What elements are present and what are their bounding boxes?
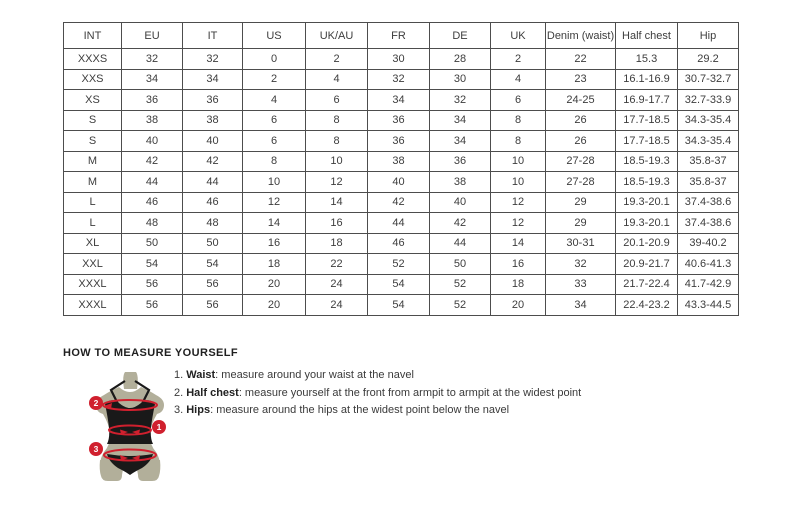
table-cell: XS	[64, 90, 122, 111]
size-table-header-row	[64, 23, 739, 49]
table-cell: 22.4-23.2	[616, 295, 678, 316]
table-cell: 21.7-22.4	[616, 274, 678, 295]
table-cell: 23	[546, 69, 616, 90]
table-cell: 41.7-42.9	[678, 274, 739, 295]
table-row	[64, 295, 739, 316]
table-cell: 40	[183, 131, 243, 152]
table-cell: 44	[183, 172, 243, 193]
table-cell: 35.8-37	[678, 151, 739, 172]
table-cell: 17.7-18.5	[616, 110, 678, 131]
step-label: Waist	[186, 369, 216, 381]
table-cell: S	[64, 131, 122, 152]
table-cell: 17.7-18.5	[616, 131, 678, 152]
table-cell: 42	[183, 151, 243, 172]
table-cell: 40.6-41.3	[678, 254, 739, 275]
table-cell: L	[64, 213, 122, 234]
table-cell: 32.7-33.9	[678, 90, 739, 111]
table-cell: 19.3-20.1	[616, 192, 678, 213]
marker-2-number: 2	[93, 398, 99, 408]
table-cell: 36	[430, 151, 491, 172]
table-cell: 26	[546, 131, 616, 152]
table-cell: 38	[368, 151, 430, 172]
marker-3-number: 3	[93, 444, 99, 454]
table-cell: 2	[491, 49, 546, 70]
table-cell: 28	[430, 49, 491, 70]
table-cell: 26	[546, 110, 616, 131]
table-cell: 20.9-21.7	[616, 254, 678, 275]
measure-step	[174, 387, 581, 399]
marker-1-number: 1	[156, 422, 162, 432]
table-cell: 44	[430, 233, 491, 254]
table-row	[64, 110, 739, 131]
table-cell: 50	[122, 233, 183, 254]
table-cell: 34	[430, 131, 491, 152]
table-cell: 56	[183, 295, 243, 316]
table-cell: 10	[306, 151, 368, 172]
table-cell: 30-31	[546, 233, 616, 254]
table-cell: 16.1-16.9	[616, 69, 678, 90]
table-cell: 10	[491, 151, 546, 172]
table-cell: 42	[122, 151, 183, 172]
table-cell: 30.7-32.7	[678, 69, 739, 90]
table-cell: 43.3-44.5	[678, 295, 739, 316]
measure-section-heading: HOW TO MEASURE YOURSELF	[63, 347, 239, 359]
table-row	[64, 151, 739, 172]
table-cell: 40	[368, 172, 430, 193]
table-row	[64, 233, 739, 254]
table-cell: 24	[306, 295, 368, 316]
table-cell: 18	[243, 254, 306, 275]
table-cell: 27-28	[546, 151, 616, 172]
column-header: EU	[122, 23, 183, 49]
table-cell: 18.5-19.3	[616, 172, 678, 193]
table-cell: 54	[183, 254, 243, 275]
table-cell: 34	[183, 69, 243, 90]
table-cell: 40	[430, 192, 491, 213]
column-header: Denim (waist)	[546, 23, 616, 49]
step-text: : measure around the hips at the widest point below the navel	[210, 404, 510, 416]
table-cell: 22	[546, 49, 616, 70]
table-cell: 36	[183, 90, 243, 111]
table-cell: 33	[546, 274, 616, 295]
table-cell: 30	[430, 69, 491, 90]
table-cell: 34	[368, 90, 430, 111]
table-cell: 6	[243, 110, 306, 131]
table-cell: 34.3-35.4	[678, 131, 739, 152]
table-cell: 40	[122, 131, 183, 152]
table-row	[64, 254, 739, 275]
table-cell: 36	[368, 110, 430, 131]
table-cell: 29	[546, 213, 616, 234]
measure-step	[174, 369, 581, 381]
table-cell: 10	[243, 172, 306, 193]
table-cell: 35.8-37	[678, 172, 739, 193]
mannequin-figure-svg	[78, 370, 188, 500]
step-label: Half chest	[186, 386, 239, 399]
table-cell: 30	[368, 49, 430, 70]
table-cell: 2	[243, 69, 306, 90]
table-cell: 8	[306, 131, 368, 152]
table-cell: 32	[430, 90, 491, 111]
table-cell: 10	[491, 172, 546, 193]
table-cell: 16.9-17.7	[616, 90, 678, 111]
table-cell: 52	[368, 254, 430, 275]
table-cell: 2	[306, 49, 368, 70]
table-cell: S	[64, 110, 122, 131]
table-cell: XXXL	[64, 274, 122, 295]
table-row	[64, 192, 739, 213]
step-label: Hips	[186, 404, 211, 416]
table-cell: 42	[368, 192, 430, 213]
table-cell: 54	[368, 295, 430, 316]
table-cell: 14	[306, 192, 368, 213]
table-cell: XXXS	[64, 49, 122, 70]
table-cell: 8	[243, 151, 306, 172]
table-cell: 16	[306, 213, 368, 234]
table-cell: 20	[491, 295, 546, 316]
table-cell: 12	[491, 213, 546, 234]
table-cell: 38	[183, 110, 243, 131]
table-cell: 32	[546, 254, 616, 275]
table-cell: 32	[122, 49, 183, 70]
measure-step	[174, 404, 581, 416]
column-header: UK/AU	[306, 23, 368, 49]
step-text: : measure yourself at the front from armpit to armpit at the widest point	[238, 386, 582, 399]
table-cell: L	[64, 192, 122, 213]
column-header: Half chest	[616, 23, 678, 49]
table-cell: 44	[122, 172, 183, 193]
table-row	[64, 90, 739, 111]
table-cell: 32	[183, 49, 243, 70]
table-cell: 46	[368, 233, 430, 254]
table-cell: XXL	[64, 254, 122, 275]
measure-steps	[174, 369, 581, 422]
step-number: 2.	[174, 386, 187, 399]
table-cell: 18.5-19.3	[616, 151, 678, 172]
table-cell: 8	[306, 110, 368, 131]
table-row	[64, 49, 739, 70]
measuring-illustration	[78, 370, 188, 500]
table-cell: 22	[306, 254, 368, 275]
column-header: FR	[368, 23, 430, 49]
table-cell: 4	[491, 69, 546, 90]
table-cell: 56	[122, 274, 183, 295]
table-row	[64, 172, 739, 193]
table-cell: 38	[122, 110, 183, 131]
table-row	[64, 69, 739, 90]
table-cell: 36	[122, 90, 183, 111]
table-cell: 50	[430, 254, 491, 275]
table-cell: 4	[306, 69, 368, 90]
column-header: US	[243, 23, 306, 49]
table-row	[64, 274, 739, 295]
table-cell: 56	[122, 295, 183, 316]
table-cell: 24-25	[546, 90, 616, 111]
table-cell: 52	[430, 274, 491, 295]
table-cell: 34	[430, 110, 491, 131]
table-cell: 56	[183, 274, 243, 295]
table-cell: 50	[183, 233, 243, 254]
table-cell: 54	[122, 254, 183, 275]
table-cell: 48	[122, 213, 183, 234]
table-cell: 6	[491, 90, 546, 111]
column-header: DE	[430, 23, 491, 49]
table-cell: 8	[491, 131, 546, 152]
column-header: Hip	[678, 23, 739, 49]
table-cell: 4	[243, 90, 306, 111]
table-cell: 37.4-38.6	[678, 192, 739, 213]
table-cell: 27-28	[546, 172, 616, 193]
table-cell: 32	[368, 69, 430, 90]
table-cell: 20.1-20.9	[616, 233, 678, 254]
table-cell: 12	[306, 172, 368, 193]
table-cell: M	[64, 151, 122, 172]
table-cell: XL	[64, 233, 122, 254]
table-cell: 8	[491, 110, 546, 131]
table-cell: 38	[430, 172, 491, 193]
table-cell: 16	[491, 254, 546, 275]
table-row	[64, 131, 739, 152]
table-cell: 0	[243, 49, 306, 70]
table-cell: 39-40.2	[678, 233, 739, 254]
column-header: UK	[491, 23, 546, 49]
table-cell: 48	[183, 213, 243, 234]
table-cell: 54	[368, 274, 430, 295]
size-table-head	[64, 23, 739, 49]
table-cell: XXXL	[64, 295, 122, 316]
table-cell: 44	[368, 213, 430, 234]
table-cell: 46	[183, 192, 243, 213]
table-cell: 14	[491, 233, 546, 254]
table-cell: 14	[243, 213, 306, 234]
table-cell: 16	[243, 233, 306, 254]
table-cell: 18	[306, 233, 368, 254]
table-cell: 34	[546, 295, 616, 316]
column-header: IT	[183, 23, 243, 49]
table-row	[64, 213, 739, 234]
size-table-body	[64, 49, 739, 316]
column-header: INT	[64, 23, 122, 49]
table-cell: 37.4-38.6	[678, 213, 739, 234]
table-cell: 18	[491, 274, 546, 295]
table-cell: 24	[306, 274, 368, 295]
table-cell: 42	[430, 213, 491, 234]
table-cell: XXS	[64, 69, 122, 90]
table-cell: 34.3-35.4	[678, 110, 739, 131]
size-conversion-table	[63, 22, 739, 316]
table-cell: 6	[306, 90, 368, 111]
table-cell: 6	[243, 131, 306, 152]
table-cell: M	[64, 172, 122, 193]
table-cell: 20	[243, 274, 306, 295]
step-text: : measure around your waist at the navel	[215, 369, 414, 381]
table-cell: 52	[430, 295, 491, 316]
table-cell: 46	[122, 192, 183, 213]
table-cell: 36	[368, 131, 430, 152]
step-number: 1.	[174, 369, 187, 381]
table-cell: 19.3-20.1	[616, 213, 678, 234]
table-cell: 29	[546, 192, 616, 213]
table-cell: 12	[243, 192, 306, 213]
table-cell: 34	[122, 69, 183, 90]
table-cell: 12	[491, 192, 546, 213]
table-cell: 15.3	[616, 49, 678, 70]
table-cell: 20	[243, 295, 306, 316]
step-number: 3.	[174, 404, 187, 416]
table-cell: 29.2	[678, 49, 739, 70]
